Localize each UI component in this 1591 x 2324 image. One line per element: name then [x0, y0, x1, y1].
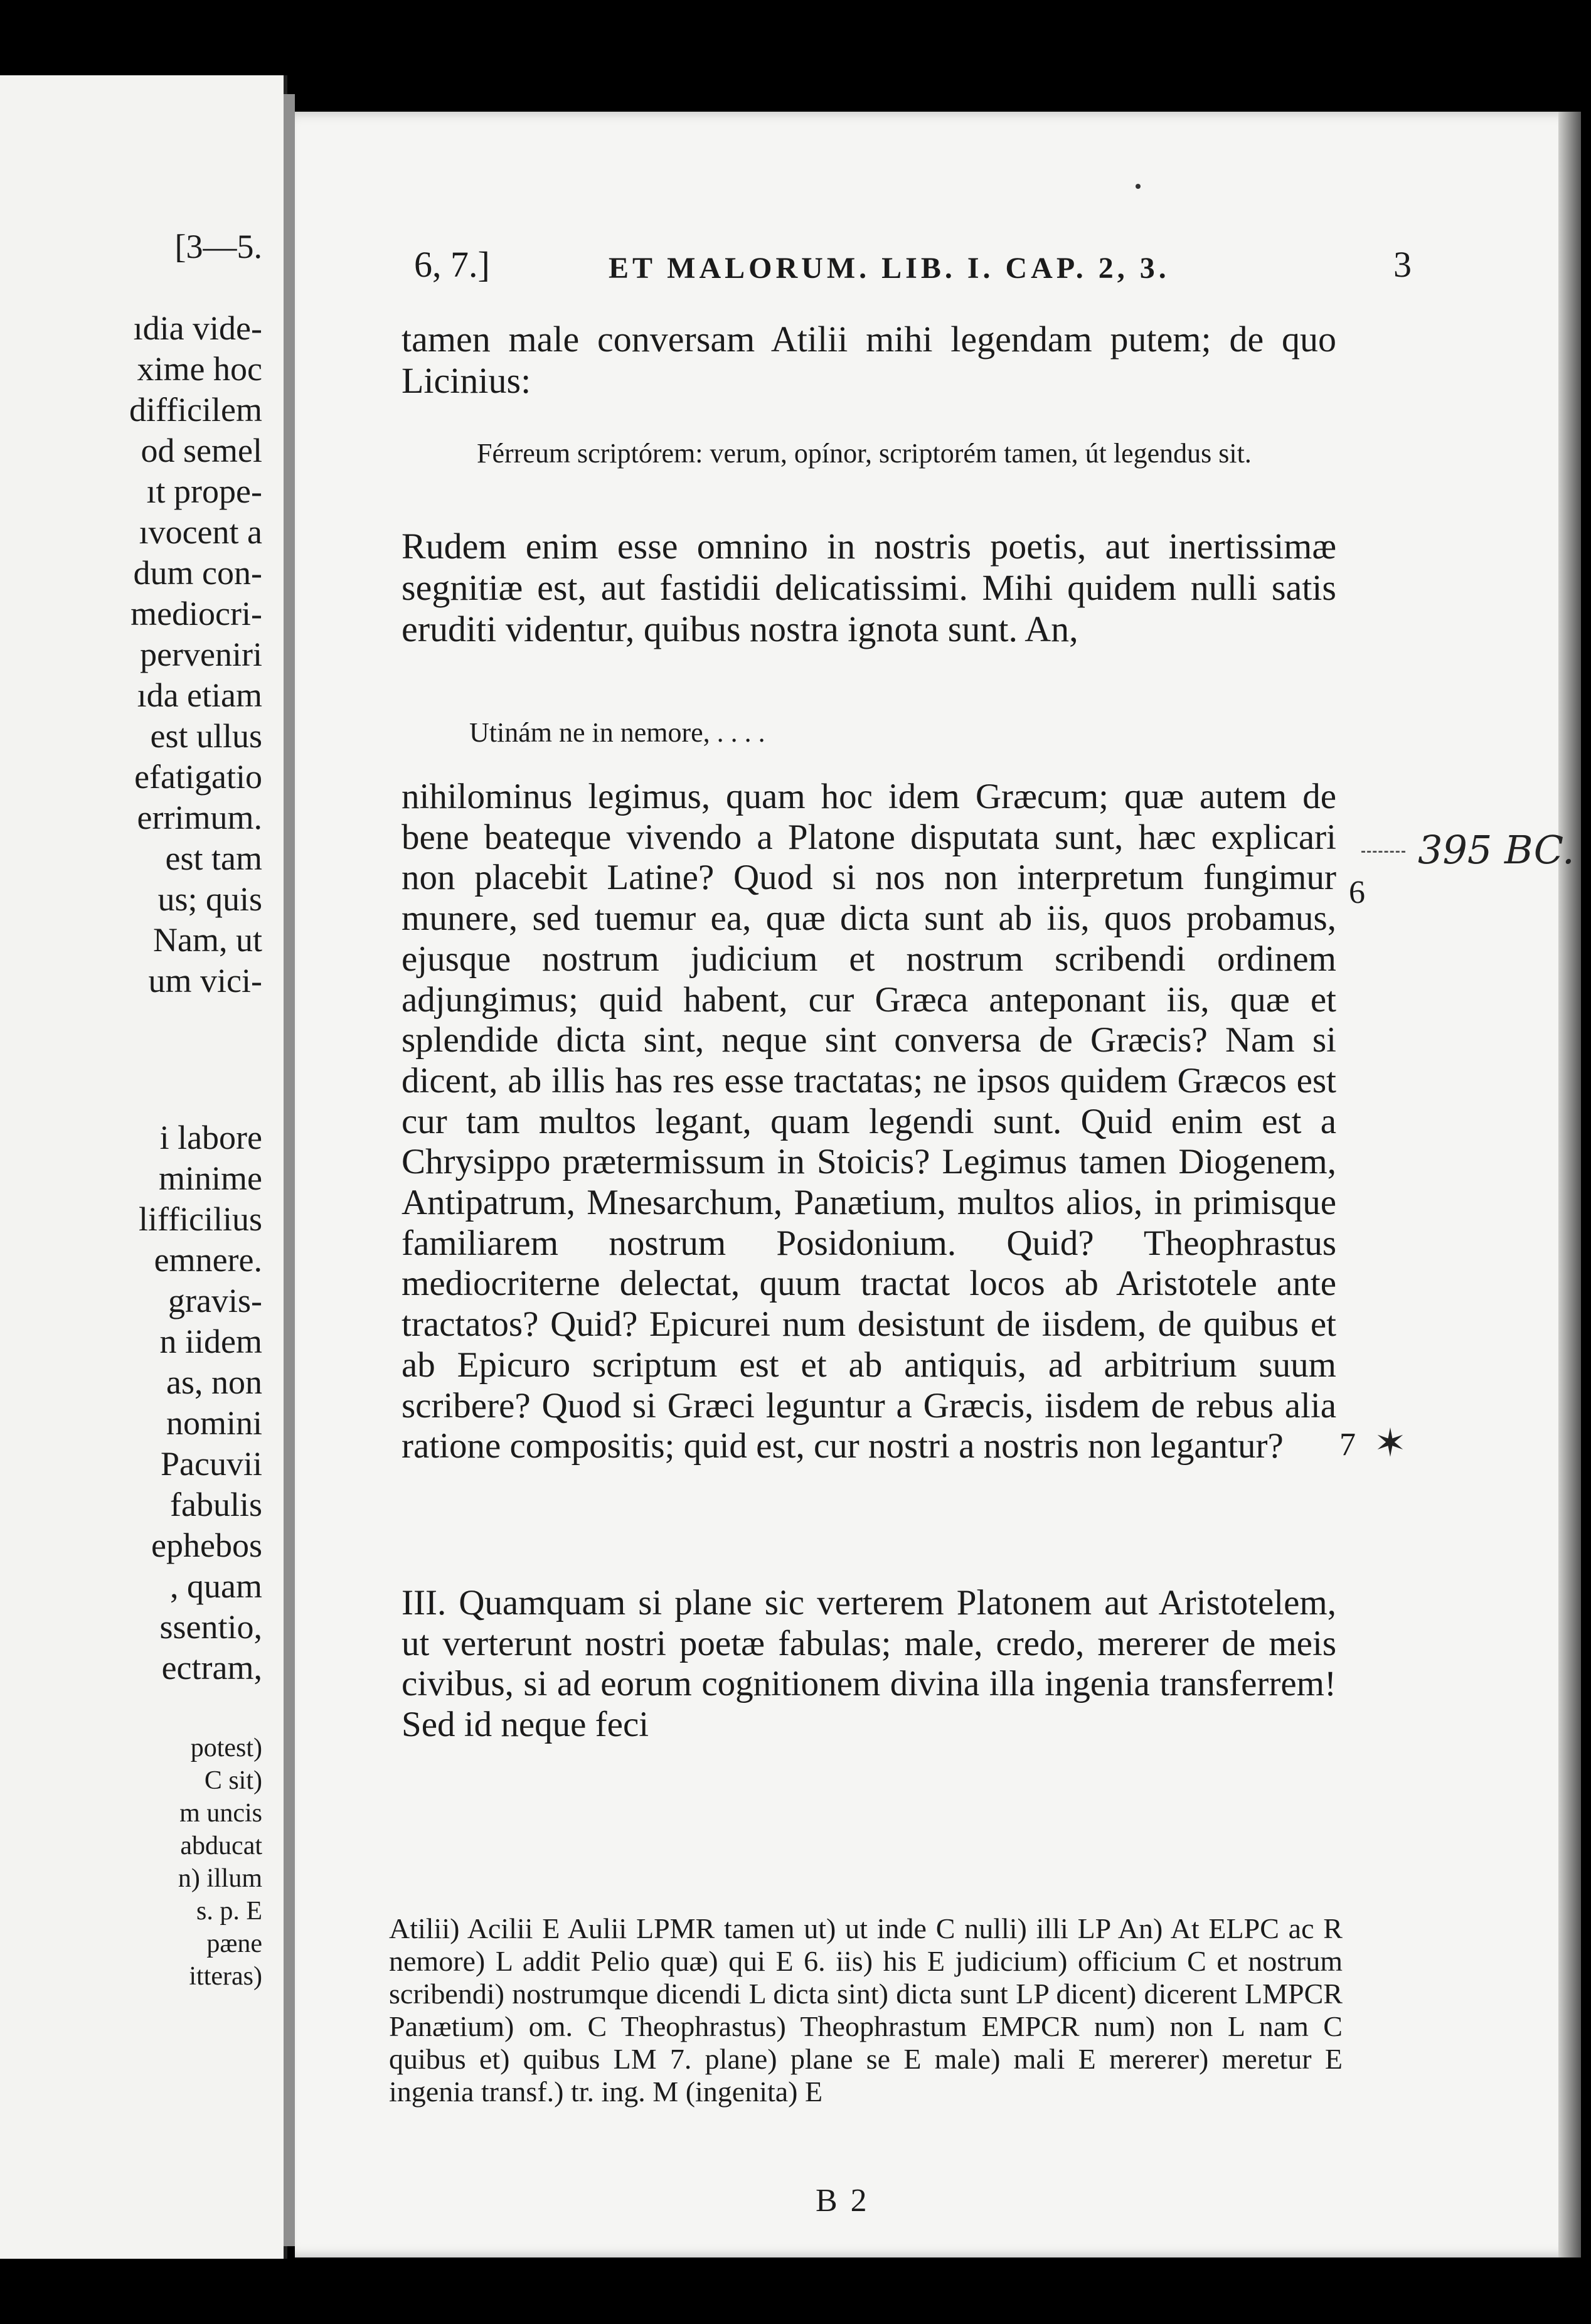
left-page-line: emnere.	[154, 1241, 262, 1279]
left-page-line: n iidem	[159, 1323, 262, 1360]
left-page-line: i labore	[159, 1119, 262, 1156]
paragraph-3	[402, 777, 1336, 1467]
book-page	[295, 112, 1581, 2257]
left-page-line: abducat	[180, 1831, 262, 1860]
left-page-line: gravis-	[168, 1282, 262, 1319]
left-page-line: m uncis	[179, 1799, 262, 1828]
paragraph-1	[402, 319, 1336, 402]
left-page-line: dum con-	[133, 554, 262, 592]
left-page-line: xime hoc	[137, 350, 262, 388]
paragraph-1-text: tamen male conversam Atilii mihi legendam putem; de quo Licinius:	[402, 319, 1336, 401]
left-page-line: ssentio,	[159, 1608, 262, 1646]
left-page-line: ıvocent a	[139, 513, 262, 551]
left-page-line: , quam	[170, 1567, 262, 1605]
left-page-line: s. p. E	[196, 1897, 262, 1926]
handwritten-annotation: 395 BC.	[1418, 827, 1575, 873]
left-page-line: Nam, ut	[153, 921, 262, 959]
left-page-line: potest)	[190, 1734, 262, 1762]
left-page-line: Pacuvii	[161, 1445, 262, 1483]
left-page-line: C sit)	[204, 1766, 262, 1795]
running-header-left: 6, 7.]	[414, 244, 490, 285]
left-page-line: od semel	[141, 432, 262, 469]
left-page-line: itteras)	[189, 1962, 262, 1991]
verse-quote-2: Utinám ne in nemore, . . . .	[469, 717, 765, 748]
left-page-text	[0, 75, 284, 2259]
left-page-line: us; quis	[157, 880, 262, 918]
left-page-line: minime	[159, 1159, 262, 1197]
left-page-line: um vici-	[148, 962, 262, 999]
page-number: 3	[1393, 244, 1412, 285]
left-page-line: difficilem	[129, 391, 262, 429]
left-page-line: nomini	[166, 1404, 262, 1442]
left-page-line: efatigatio	[134, 758, 262, 796]
left-page-line: n) illum	[178, 1864, 262, 1893]
page-speck	[1136, 184, 1141, 189]
handwritten-star-mark: ✶	[1374, 1420, 1407, 1466]
left-page-line: errimum.	[137, 799, 262, 836]
left-page-line: mediocri-	[130, 595, 262, 632]
left-page-line: perveniri	[140, 636, 262, 673]
book-gutter	[284, 94, 295, 2246]
left-page-line: ıt prope-	[146, 472, 262, 510]
page-edge	[1558, 112, 1581, 2257]
left-page-line: est tam	[165, 840, 262, 877]
section-number-7: 7	[1339, 1427, 1356, 1463]
left-page-line: ıda etiam	[137, 676, 262, 714]
paragraph-3-text: nihilominus legimus, quam hoc idem Græcum; quæ autem de bene beateque vivendo a Platone disputata sunt, hæc explicari non placebit Latine? Quod si nos non interpretum fungimur munere, sed tuemur ea, quæ dicta sunt ab iis, quos probamus, ejusque nostrum judicium et nostrum scribendi ordinem adjungimus; quid habent, cur Græca anteponant iis, quæ et splendide dicta sint, neque sint conversa de Græcis? Nam si dicent, ab illis has res esse tractatas; ne ipsos quidem Græcos est cur tam multos legant, quam legendi sunt. Quid enim est a Chrysippo prætermissum in Stoicis? Legimus tamen Diogenem, Antipatrum, Mnesarchum, Panætium, multos alios, in primisque familiarem nostrum Posidonium. Quid? Theophrastus mediocriterne delectat, quum tractat locos ab Aristotele ante tractatos? Quid? Epicurei num desistunt de iisdem, de quibus et ab Epicuro scriptum est et ab antiquis, ad arbitrium suum scribere? Quod si Græci leguntur a Græcis, iisdem de rebus alia ratione compositis; quid est, cur nostri a nostris non legantur?	[402, 777, 1336, 1466]
signature-mark: B 2	[816, 2183, 870, 2219]
paragraph-4	[402, 1583, 1336, 1746]
left-page-line: pæne	[206, 1929, 262, 1958]
paragraph-4-text: III. Quamquam si plane sic verterem Platonem aut Aristotelem, ut verterunt nostri poetæ fabulas; male, credo, mererer de meis civibus, si ad eorum cognitionem divina illa ingenia transferrem! Sed id neque feci	[402, 1583, 1336, 1745]
previous-page-fragment	[0, 75, 287, 2259]
left-page-line: fabulis	[170, 1486, 262, 1523]
critical-apparatus: Atilii) Acilii E Aulii LPMR tamen ut) ut inde C nulli) illi LP An) At ELPC ac R nemore) L addit Pelio quæ) qui E 6. iis) his E judicium) officium C et nostrum scribendi) nostrumque dicendi L dicta sint) dicta sunt LP dicent) dicerent LMPCR Panætium) om. C Theophrastus) Theophrastum EMPCR num) non L nam C quibus et) quibus LM 7. plane) plane se E male) mali E mererer) meretur E ingenia transf.) tr. ing. M (ingenita) E	[389, 1912, 1343, 2108]
left-page-line: lifficilius	[139, 1200, 262, 1238]
left-page-header: [3—5.	[174, 228, 262, 265]
annotation-leader-line	[1361, 851, 1405, 853]
section-number-6: 6	[1349, 875, 1365, 910]
left-page-line: as, non	[166, 1363, 262, 1401]
running-header-title: ET MALORUM. LIB. I. CAP. 2, 3.	[609, 252, 1170, 285]
left-page-line: ıdia vide-	[133, 309, 262, 347]
paragraph-2-text: Rudem enim esse omnino in nostris poetis, aut inertissimæ segnitiæ est, aut fastidii delicatissimi. Mihi quidem nulli satis eruditi videntur, quibus nostra ignota sunt. An,	[402, 526, 1336, 649]
paragraph-2	[402, 526, 1336, 650]
left-page-line: ephebos	[151, 1527, 262, 1564]
left-page-line: ectram,	[161, 1649, 262, 1687]
verse-quote-1: Férreum scriptórem: verum, opínor, scriptorém tamen, út legendus sit.	[477, 438, 1252, 469]
left-page-line: est ullus	[150, 717, 262, 755]
